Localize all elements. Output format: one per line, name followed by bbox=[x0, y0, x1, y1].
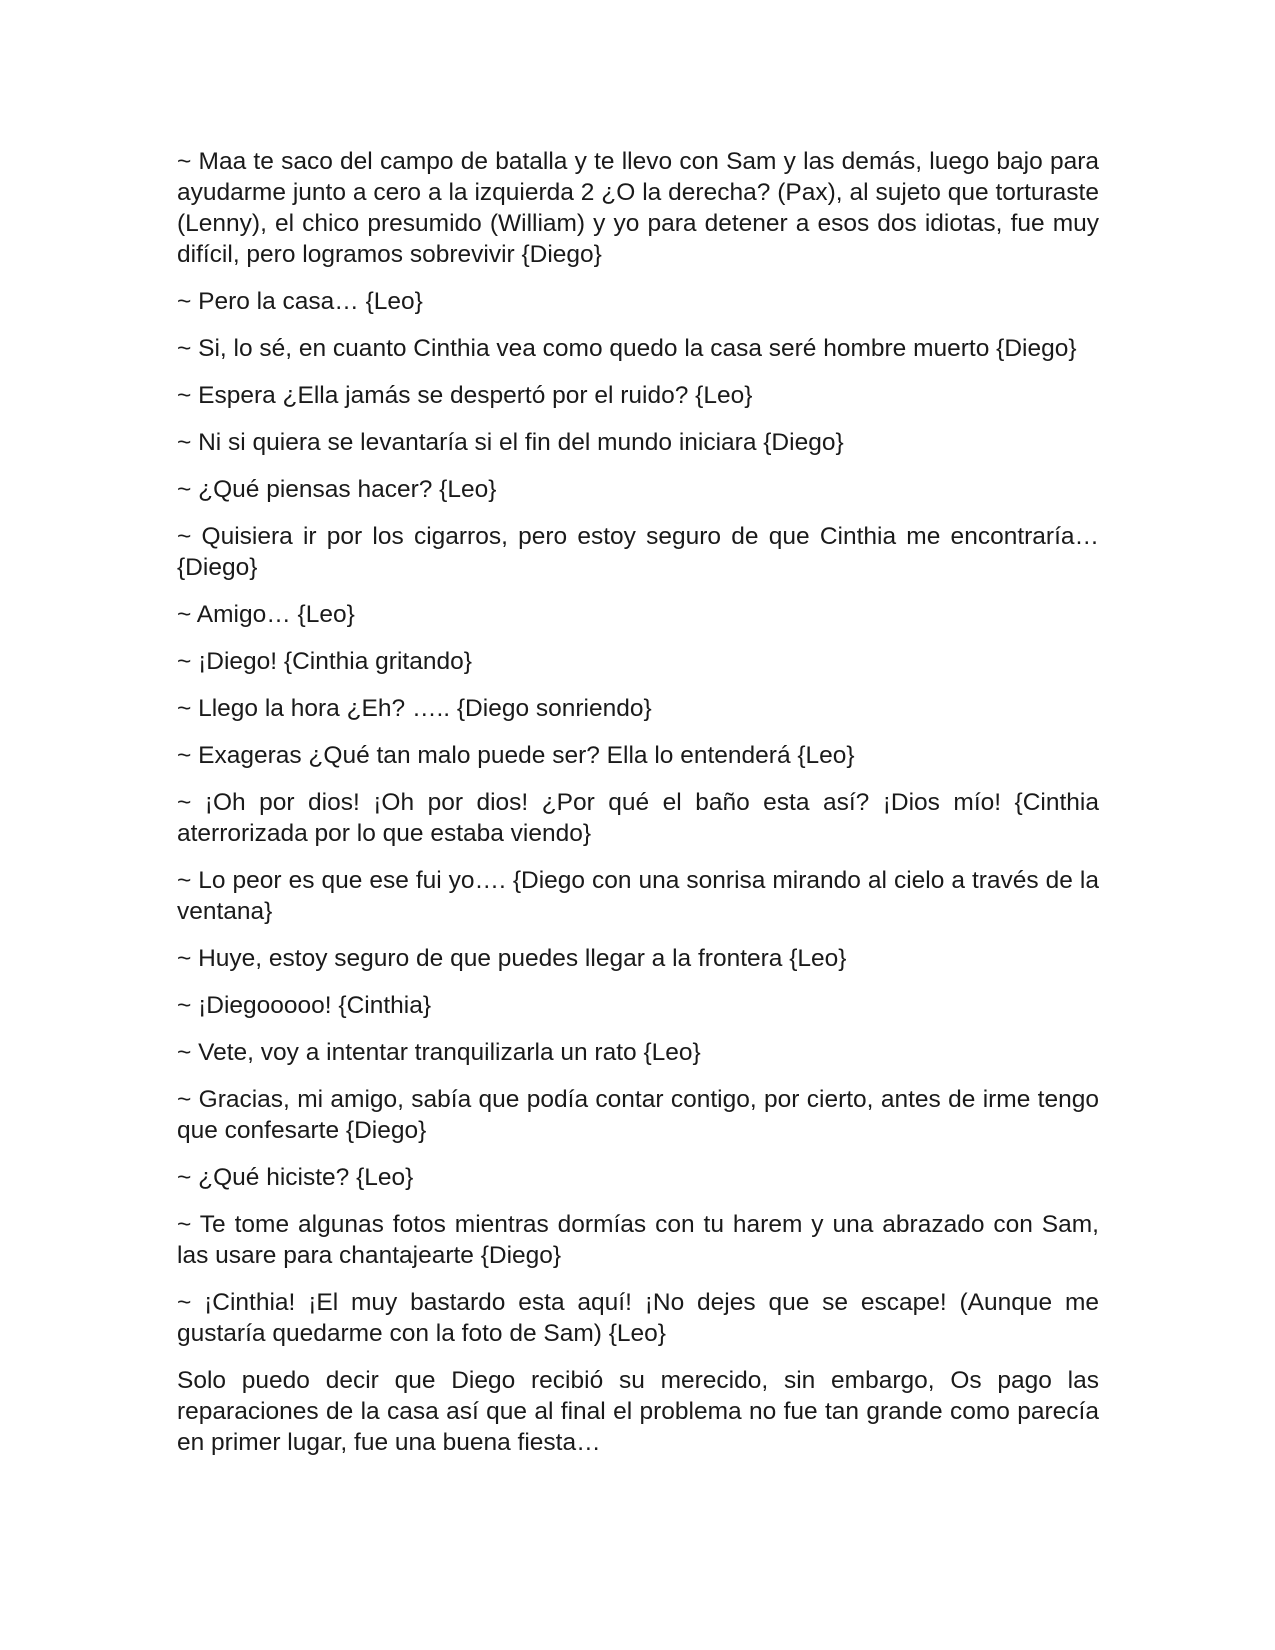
paragraph-11: ~ Exageras ¿Qué tan malo puede ser? Ella lo entenderá {Leo} bbox=[177, 742, 855, 769]
paragraph-19: ~ Te tome algunas fotos mientras dormías con tu harem y una abrazado con Sam, las usare para chantajearte {Diego} bbox=[177, 1211, 1099, 1269]
paragraph-12: ~ ¡Oh por dios! ¡Oh por dios! ¿Por qué el baño esta así? ¡Dios mío! {Cinthia aterrorizada por lo que estaba viendo} bbox=[177, 789, 1099, 847]
paragraph-21: Solo puedo decir que Diego recibió su merecido, sin embargo, Os pago las reparaciones de la casa así que al final el problema no fue tan grande como parecía en primer lugar, fue una buena fiesta… bbox=[177, 1367, 1099, 1456]
paragraph-13: ~ Lo peor es que ese fui yo…. {Diego con una sonrisa mirando al cielo a través de la ventana} bbox=[177, 867, 1099, 925]
paragraph-17: ~ Gracias, mi amigo, sabía que podía contar contigo, por cierto, antes de irme tengo que confesarte {Diego} bbox=[177, 1086, 1099, 1144]
paragraph-18: ~ ¿Qué hiciste? {Leo} bbox=[177, 1164, 414, 1191]
paragraph-4: ~ Espera ¿Ella jamás se despertó por el ruido? {Leo} bbox=[177, 382, 753, 409]
paragraph-16: ~ Vete, voy a intentar tranquilizarla un rato {Leo} bbox=[177, 1039, 701, 1066]
paragraph-1: ~ Maa te saco del campo de batalla y te llevo con Sam y las demás, luego bajo para ayudarme junto a cero a la izquierda 2 ¿O la derecha? (Pax), al sujeto que torturaste (Lenny), el chico presumido (William) y yo para detener a esos dos idiotas, fue muy difícil, pero logramos sobrevivir {Diego} bbox=[177, 148, 1099, 268]
paragraph-8: ~ Amigo… {Leo} bbox=[177, 601, 355, 628]
document-body bbox=[177, 146, 1099, 1474]
paragraph-3: ~ Si, lo sé, en cuanto Cinthia vea como quedo la casa seré hombre muerto {Diego} bbox=[177, 335, 1077, 362]
paragraph-7: ~ Quisiera ir por los cigarros, pero estoy seguro de que Cinthia me encontraría… {Diego} bbox=[177, 523, 1099, 581]
paragraph-9: ~ ¡Diego! {Cinthia gritando} bbox=[177, 648, 472, 675]
paragraph-6: ~ ¿Qué piensas hacer? {Leo} bbox=[177, 476, 497, 503]
paragraph-5: ~ Ni si quiera se levantaría si el fin del mundo iniciara {Diego} bbox=[177, 429, 844, 456]
paragraph-2: ~ Pero la casa… {Leo} bbox=[177, 288, 423, 315]
paragraph-20: ~ ¡Cinthia! ¡El muy bastardo esta aquí! ¡No dejes que se escape! (Aunque me gustaría quedarme con la foto de Sam) {Leo} bbox=[177, 1289, 1099, 1347]
paragraph-14: ~ Huye, estoy seguro de que puedes llegar a la frontera {Leo} bbox=[177, 945, 847, 972]
paragraph-10: ~ Llego la hora ¿Eh? ….. {Diego sonriendo} bbox=[177, 695, 652, 722]
paragraph-15: ~ ¡Diegooooo! {Cinthia} bbox=[177, 992, 432, 1019]
